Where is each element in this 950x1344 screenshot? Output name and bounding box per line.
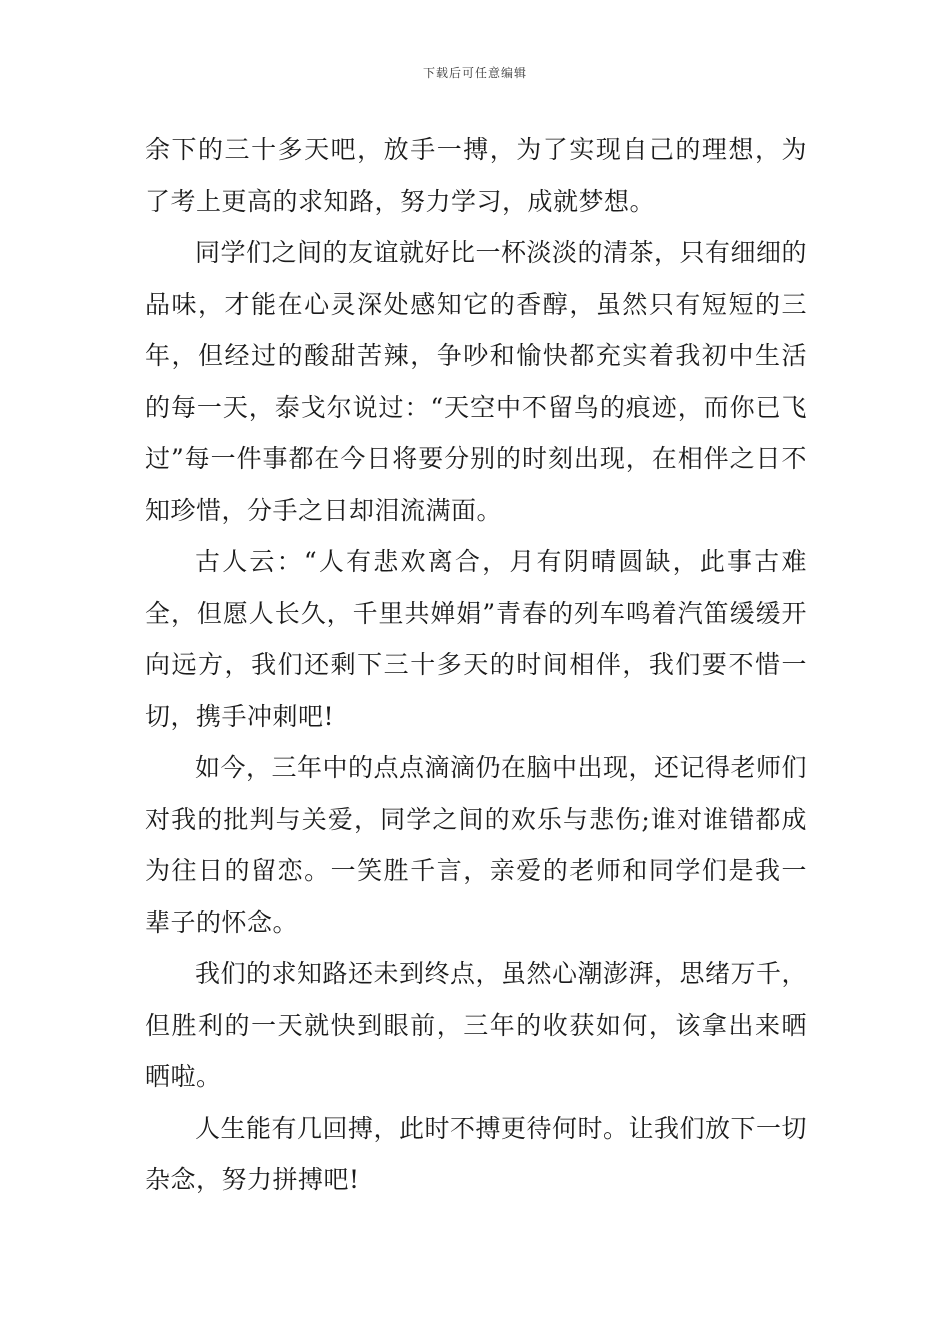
paragraph-1: 余下的三十多天吧，放手一搏，为了实现自己的理想，为了考上更高的求知路，努力学习，成就梦想。 <box>145 135 807 216</box>
document-body <box>145 124 807 1206</box>
paragraph-6: 人生能有几回搏，此时不搏更待何时。让我们放下一切杂念，努力拼搏吧! <box>145 1113 808 1194</box>
paragraph-4: 如今，三年中的点点滴滴仍在脑中出现，还记得老师们对我的批判与关爱，同学之间的欢乐与悲伤;谁对谁错都成为往日的留恋。一笑胜千言，亲爱的老师和同学们是我一辈子的怀念。 <box>145 753 808 937</box>
paragraph-2: 同学们之间的友谊就好比一杯淡淡的清茶，只有细细的品味，才能在心灵深处感知它的香醇，虽然只有短短的三年，但经过的酸甜苦辣，争吵和愉快都充实着我初中生活的每一天，泰戈尔说过：“天空中不留鸟的痕迹，而你已飞过”每一件事都在今日将要分别的时刻出现，在相伴之日不知珍惜，分手之日却泪流满面。 <box>145 238 808 525</box>
paragraph-3: 古人云：“人有悲欢离合，月有阴晴圆缺，此事古难全，但愿人长久，千里共婵娟”青春的列车鸣着汽笛缓缓开向远方，我们还剩下三十多天的时间相伴，我们要不惜一切，携手冲刺吧! <box>145 547 807 731</box>
paragraph-5: 我们的求知路还未到终点，虽然心潮澎湃，思绪万千，但胜利的一天就快到眼前，三年的收获如何，该拿出来晒晒啦。 <box>145 959 808 1091</box>
page-header: 下载后可任意编辑 <box>422 66 527 80</box>
